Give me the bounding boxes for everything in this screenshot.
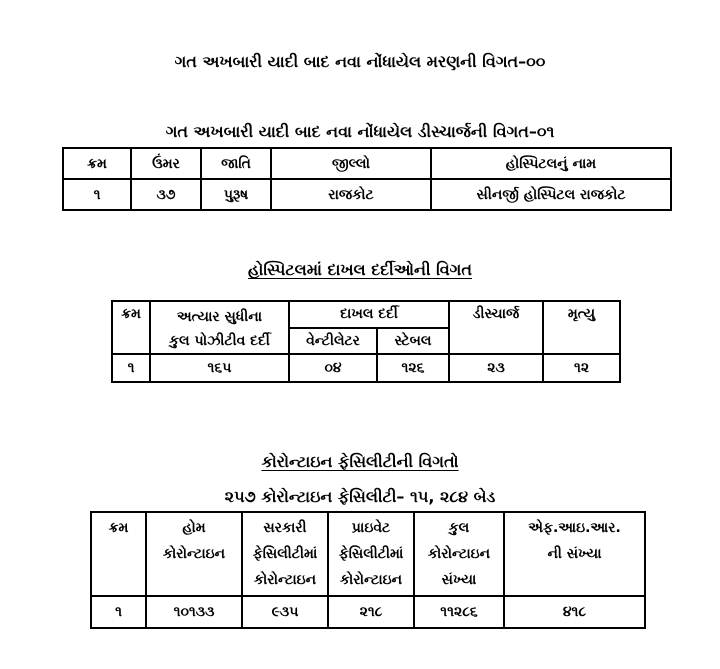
cell-home-quarantine: ૧૦૧૩૩ — [146, 596, 242, 628]
cell-district: રાજકોટ — [271, 179, 431, 210]
cell-stable: ૧૨૬ — [377, 354, 449, 382]
header-govt-facility — [242, 512, 328, 596]
header-home-line2: કોરોન્ટાઇન — [162, 546, 226, 562]
quarantine-subheading: ૨૫૭ કોરોન્ટાઇન ફેસિલીટી– ૧૫, ૨૮૪ બેડ — [224, 487, 496, 506]
header-ventilator: વેન્ટીલેટર — [289, 328, 377, 355]
header-total-positive-line2: કુલ પોઝીટીવ દર્દી — [169, 333, 270, 349]
header-private-line1: પ્રાઇવેટ — [351, 520, 391, 536]
quarantine-table — [90, 511, 646, 629]
cell-total-positive: ૧૬૫ — [150, 354, 289, 382]
header-private-facility — [328, 512, 414, 596]
header-private-line2: ફેસિલીટીમાં — [338, 546, 404, 562]
cell-govt-facility: ૯૩૫ — [242, 596, 328, 628]
table-header-row — [91, 512, 645, 596]
hospital-heading-text: હોસ્પિટલમાં દાખલ દર્દીઓની વિગત — [248, 260, 472, 279]
header-kram — [91, 512, 146, 596]
cell-kram: ૧ — [91, 596, 146, 628]
header-fir-line1: એફ.આઇ.આર. — [528, 520, 621, 536]
cell-hospital-name: સીનર્જી હોસ્પિટલ રાજકોટ — [431, 179, 671, 210]
header-total-positive-line1: અત્યાર સુધીના — [176, 309, 263, 325]
cell-age: ૩૭ — [131, 179, 201, 210]
quarantine-heading — [0, 452, 720, 472]
header-discharge: ડીસ્ચાર્જ — [449, 301, 543, 354]
header-kram: ક્રમ — [63, 148, 131, 179]
table-row — [63, 179, 671, 210]
header-total-line2: કોરોન્ટાઇન — [427, 546, 491, 562]
header-fir-line2: ની સંખ્યા — [547, 546, 602, 562]
cell-gender: પુરૂષ — [201, 179, 271, 210]
discharge-table — [62, 147, 672, 211]
header-home-quarantine — [146, 512, 242, 596]
header-kram-text: ક્રમ — [108, 520, 129, 536]
table-header-row — [63, 148, 671, 179]
discharge-heading: ગત અખબારી યાદી બાદ નવા નોંધાયેલ ડીસ્ચાર્જની વિગત–૦૧ — [165, 122, 555, 141]
cell-fir-count: ૪૧૮ — [504, 596, 645, 628]
table-header-row — [112, 301, 620, 328]
header-death: મૃત્યુ — [543, 301, 620, 354]
header-stable: સ્ટેબલ — [377, 328, 449, 355]
header-admitted: દાખલ દર્દી — [289, 301, 449, 328]
header-total-line3: સંખ્યા — [441, 572, 477, 588]
table-row — [91, 596, 645, 628]
cell-kram: ૧ — [63, 179, 131, 210]
header-total-line1: કુલ — [448, 520, 470, 536]
cell-discharge: ૨૩ — [449, 354, 543, 382]
cell-ventilator: ૦૪ — [289, 354, 377, 382]
quarantine-heading-text: કોરોન્ટાઇન ફેસિલીટીની વિગતો — [261, 452, 459, 471]
header-private-line3: કોરોન્ટાઇન — [339, 572, 403, 588]
header-govt-line1: સરકારી — [263, 520, 307, 536]
cell-total-quarantine: ૧૧૨૮૬ — [414, 596, 504, 628]
header-district: જીલ્લો — [271, 148, 431, 179]
death-heading: ગત અખબારી યાદી બાદ નવા નોંધાયેલ મરણની વિગત–૦૦ — [174, 52, 546, 71]
cell-death: ૧૨ — [543, 354, 620, 382]
cell-kram: ૧ — [112, 354, 150, 382]
cell-private-facility: ૨૧૮ — [328, 596, 414, 628]
header-gender: જાતિ — [201, 148, 271, 179]
header-home-line1: હોમ — [182, 520, 206, 536]
header-total-positive — [150, 301, 289, 354]
hospital-table — [111, 300, 621, 383]
hospital-heading — [0, 260, 720, 280]
header-govt-line3: કોરોન્ટાઇન — [253, 572, 317, 588]
table-row — [112, 354, 620, 382]
header-hospital-name: હોસ્પિટલનું નામ — [431, 148, 671, 179]
header-kram: ક્રમ — [112, 301, 150, 354]
header-total-quarantine — [414, 512, 504, 596]
header-govt-line2: ફેસિલીટીમાં — [252, 546, 318, 562]
header-fir-count — [504, 512, 645, 596]
header-age: ઉંમર — [131, 148, 201, 179]
